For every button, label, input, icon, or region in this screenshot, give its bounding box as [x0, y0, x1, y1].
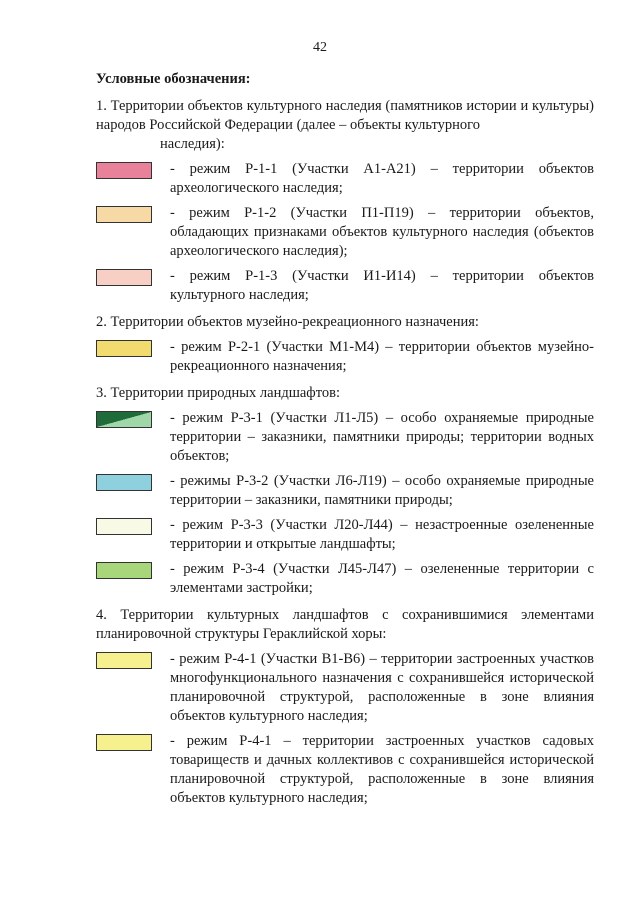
legend-text-r-4-1: - режим Р-4-1 (Участки В1-В6) – территории застроенных участков многофункционального назначения с сохранившейся исторической планировочной структурой, расположенные в зоне влияния объектов культурного наследия; [170, 651, 594, 724]
section-1-title-line1: 1. Территории объектов культурного наследия (памятников истории и культуры) народов Российской Федерации (далее – объекты культурного [96, 98, 594, 133]
section-4-title: 4. Территории культурных ландшафтов с сохранившимися элементами планировочной структуры Гераклийской хоры: [96, 607, 594, 642]
legend-item-r-3-2 [96, 472, 594, 510]
legend-swatch-r-1-1 [96, 162, 152, 179]
section-3-title: 3. Территории природных ландшафтов: [96, 385, 340, 401]
legend-content [96, 70, 594, 808]
legend-text-r-3-1: - режим Р-3-1 (Участки Л1-Л5) – особо охраняемые природные территории – заказники, памятники природы; территории водных объектов; [170, 410, 594, 464]
legend-item-r-4-1 [96, 650, 594, 726]
legend-swatch-r-4-1 [96, 652, 152, 669]
legend-swatch-r-1-2 [96, 206, 152, 223]
legend-swatch-r-3-2 [96, 474, 152, 491]
legend-item-r-1-3 [96, 267, 594, 305]
legend-swatch-r-4-1-garden [96, 734, 152, 751]
legend-text-r-1-1: - режим Р-1-1 (Участки А1-А21) – территории объектов археологического наследия; [170, 161, 594, 196]
legend-text-r-3-4: - режим Р-3-4 (Участки Л45-Л47) – озелененные территории с элементами застройки; [170, 561, 594, 596]
page-number: 42 [313, 40, 327, 55]
legend-item-r-1-2 [96, 204, 594, 261]
legend-text-r-3-3: - режим Р-3-3 (Участки Л20-Л44) – незастроенные озелененные территории и открытые ландшафты; [170, 517, 594, 552]
legend-item-r-3-1 [96, 409, 594, 466]
legend-swatch-r-3-4 [96, 562, 152, 579]
section-2-title: 2. Территории объектов музейно-рекреационного назначения: [96, 314, 479, 330]
legend-item-r-3-4 [96, 560, 594, 598]
legend-text-r-1-2: - режим Р-1-2 (Участки П1-П19) – территории объектов, обладающих признаками объектов культурного наследия (объектов археологического наследия); [170, 205, 594, 259]
section-1-title-line2: наследия): [160, 136, 225, 152]
legend-text-r-3-2: - режимы Р-3-2 (Участки Л6-Л19) – особо охраняемые природные территории – заказники, памятники природы; [170, 473, 594, 508]
section-1-title [96, 97, 594, 154]
legend-item-r-1-1 [96, 160, 594, 198]
legend-item-r-2-1 [96, 338, 594, 376]
legend-swatch-r-3-3 [96, 518, 152, 535]
legend-swatch-r-2-1 [96, 340, 152, 357]
legend-swatch-r-3-1 [96, 411, 152, 428]
legend-text-r-2-1: - режим Р-2-1 (Участки М1-М4) – территории объектов музейно-рекреационного назначения; [170, 339, 594, 374]
legend-item-r-3-3 [96, 516, 594, 554]
legend-text-r-4-1-garden: - режим Р-4-1 – территории застроенных участков садовых товариществ и дачных коллективов с сохранившейся исторической планировочной структурой, расположенные в зоне влияния объектов культурного наследия; [170, 733, 594, 806]
legend-heading: Условные обозначения: [96, 71, 251, 87]
legend-text-r-1-3: - режим Р-1-3 (Участки И1-И14) – территории объектов культурного наследия; [170, 268, 594, 303]
legend-swatch-r-1-3 [96, 269, 152, 286]
legend-item-r-4-1-garden [96, 732, 594, 808]
